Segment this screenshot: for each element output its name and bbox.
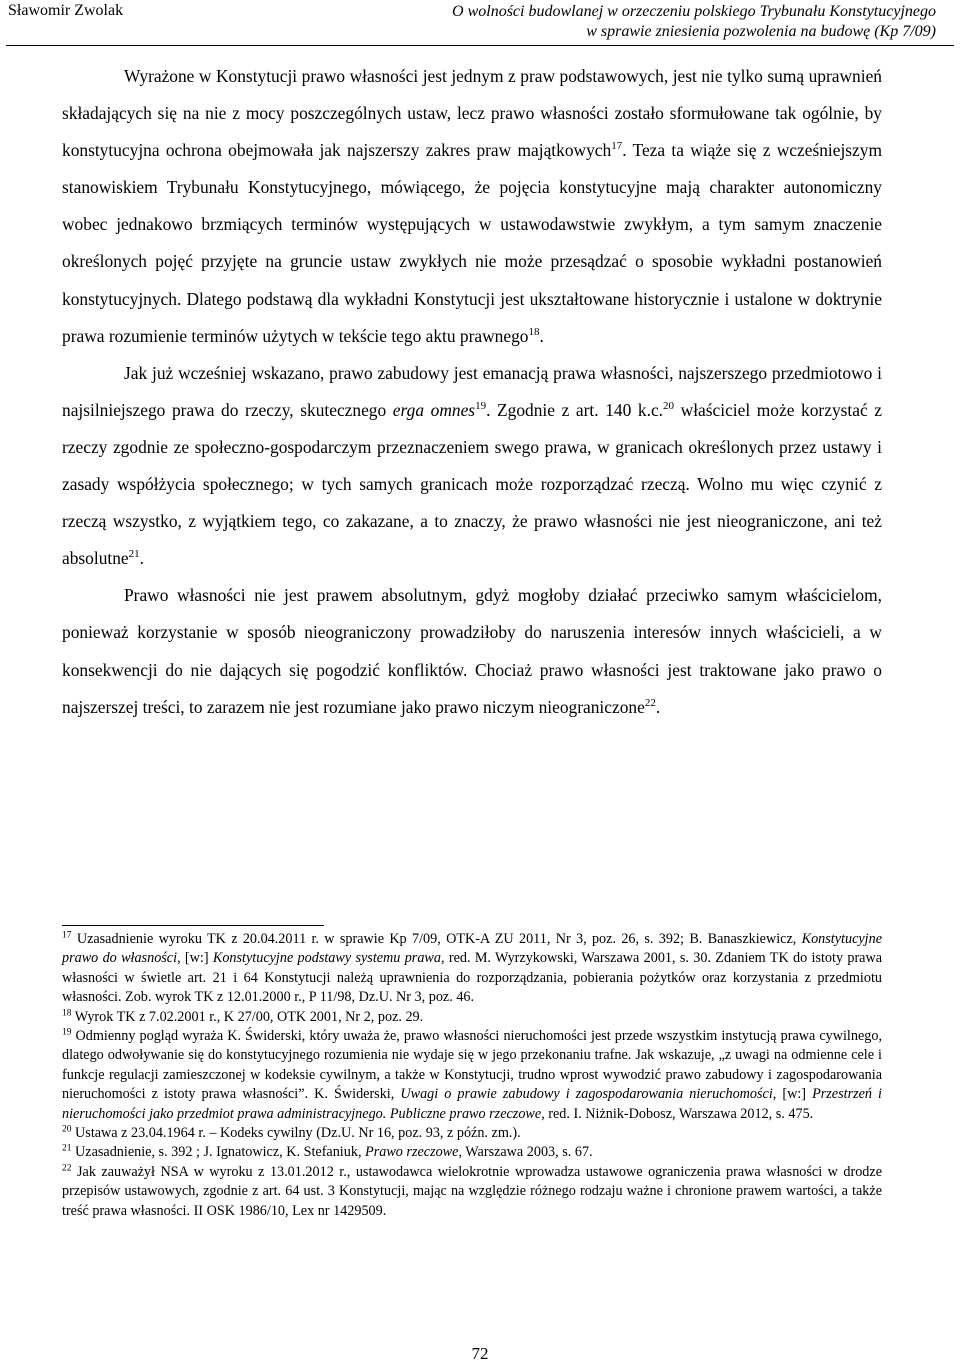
footnote-22 xyxy=(62,1163,882,1221)
footnote-21-text-b: , Warszawa 2003, s. 67. xyxy=(458,1144,593,1161)
header-title-line-1: O wolności budowlanej w orzeczeniu polskiego Trybunału Konstytucyjnego xyxy=(452,3,936,20)
footnote-17-text-c: , red. M. Wyrzykowski, Warszawa 2001, s. 30. Zdaniem TK do istoty prawa własności w świetle art. 21 i 64 Konstytucji należą uprawnienia do rozporządzania, pobierania pożytków oraz korzystania z przedmiotu własności. Zob. wyrok TK z 12.01.2000 r., P 11/98, Dz.U. Nr 3, poz. 46. xyxy=(62,950,883,1006)
paragraph-3-text-b: . xyxy=(655,696,661,717)
paragraph-2-text-b: . Zgodnie z art. 140 k.c. xyxy=(486,399,664,420)
footnote-ref-19[interactable]: 19 xyxy=(475,400,487,413)
footnote-21-italic: Prawo rzeczowe xyxy=(365,1144,459,1161)
paragraph-1 xyxy=(62,58,882,355)
footnote-19-text-b: , [w:] xyxy=(772,1086,813,1103)
paragraph-3 xyxy=(62,577,882,725)
footnote-ref-18[interactable]: 18 xyxy=(528,325,540,338)
footnote-17-text-b: , [w:] xyxy=(177,950,213,967)
footnote-17-text-a: Uzasadnienie wyroku TK z 20.04.2011 r. w sprawie Kp 7/09, OTK-A ZU 2011, Nr 3, poz. 26, s. 392; B. Banaszkiewicz, xyxy=(71,931,802,947)
footnote-18 xyxy=(62,1008,882,1027)
footnote-22-text: Jak zauważył NSA w wyroku z 13.01.2012 r., ustawodawca wielokrotnie wprowadza ustawowe ograniczenia prawa własności w drodze przepisów ustawowych, zgodnie z art. 64 ust. 3 Konstytucji, mając na względzie różnego rodzaju ważne i chronione prawem wartości, a także treść prawa własności. II OSK 1986/10, Lex nr 1429509. xyxy=(62,1163,882,1219)
footnote-20-text: Ustawa z 23.04.1964 r. – Kodeks cywilny (Dz.U. Nr 16, poz. 93, z późn. zm.). xyxy=(71,1125,521,1142)
footnote-19-text-a: Odmienny pogląd wyraża K. Świderski, który uważa że, prawo własności nieruchomości jest przede wszystkim instytucją prawa cywilnego, dlatego odwoływanie się do konstytucyjnego rozumienia nie wydaje się w jego przekonaniu trafne. Jak wskazuje, „z uwagi na odmienne cele i funkcje regulacji zamieszczonej w kodeksie cywilnym, a także w Konstytucji, trudno wprost wywodzić prawo zabudowy i zagospodarowania nieruchomości z istoty prawa własności”. K. Świderski, xyxy=(62,1028,882,1103)
footnote-19-italic-1: Uwagi o prawie zabudowy i zagospodarowania nieruchomości xyxy=(400,1086,773,1103)
paragraph-2-text-c: właściciel może korzystać z rzeczy zgodnie ze społeczno-gospodarczym przeznaczeniem swego prawa, w granicach określonych przez ustawy i zasady współżycia społecznego; w tych samych granicach może rozporządzać rzeczą. Wolno mu więc czynić z rzeczą wszystko, z wyjątkiem tego, co zakazane, a to znaczy, że prawo własności nie jest nieograniczone, ani też absolutne xyxy=(62,399,882,569)
footnote-number: 21 xyxy=(62,1143,72,1154)
header-author: Sławomir Zwolak xyxy=(8,2,124,19)
page-number: 72 xyxy=(471,1344,489,1363)
paragraph-2-italic: erga omnes xyxy=(392,399,476,420)
footnote-number: 22 xyxy=(62,1163,72,1174)
footnote-number: 17 xyxy=(62,930,72,941)
paragraph-2-text-d: . xyxy=(139,548,145,569)
footnote-rule xyxy=(62,925,324,926)
footnote-19-italic-2: Przestrzeń i nieruchomości jako przedmiot prawa administracyjnego. Publiczne prawo rzeczowe xyxy=(62,1086,883,1122)
header-title-line-2: w sprawie zniesienia pozwolenia na budowę (Kp 7/09) xyxy=(586,23,936,40)
footnote-19-text-c: , red. I. Niżnik-Dobosz, Warszawa 2012, s. 475. xyxy=(541,1105,814,1122)
footnote-ref-21[interactable]: 21 xyxy=(128,548,140,561)
footnote-21 xyxy=(62,1143,882,1162)
footnote-number: 20 xyxy=(62,1124,72,1135)
paragraph-2-text-a: Jak już wcześniej wskazano, prawo zabudowy jest emanacją prawa własności, najszerszego przedmiotowo i najsilniejszego prawa do rzeczy, skutecznego xyxy=(62,362,882,420)
footnotes xyxy=(62,930,882,1221)
header-rule xyxy=(6,45,954,46)
body-text xyxy=(62,58,882,726)
footnote-17-italic-2: Konstytucyjne podstawy systemu prawa xyxy=(212,950,441,967)
footnote-18-text: Wyrok TK z 7.02.2001 r., K 27/00, OTK 2001, Nr 2, poz. 29. xyxy=(71,1008,424,1025)
paragraph-1-text-c: . xyxy=(539,325,544,346)
footnote-ref-20[interactable]: 20 xyxy=(663,400,675,413)
paragraph-1-text-b: . Teza ta wiąże się z wcześniejszym stanowiskiem Trybunału Konstytucyjnego, mówiącego, że pojęcia konstytucyjne mają charakter autonomiczny wobec jednakowo brzmiących terminów występujących w ustawodawstwie zwykłym, a tym samym znaczenie określonych pojęć przyjęte na gruncie ustaw zwykłych nie może przesądzać o sposobie wykładni postanowień konstytucyjnych. Dlatego podstawą dla wykładni Konstytucji jest ukształtowane historycznie i ustalone w doktrynie prawa rozumienie terminów użytych w tekście tego aktu prawnego xyxy=(62,140,882,346)
footnote-21-text-a: Uzasadnienie, s. 392 ; J. Ignatowicz, K. Stefaniuk, xyxy=(71,1144,366,1161)
paragraph-1-text-a: Wyrażone w Konstytucji prawo własności jest jednym z praw podstawowych, jest nie tylko sumą uprawnień składających się na nie z mocy poszczególnych ustaw, lecz prawo własności zostało sformułowane tak ogólnie, by konstytucyjna ochrona obejmowała jak najszerszy zakres praw majątkowych xyxy=(62,66,882,161)
footnote-ref-17[interactable]: 17 xyxy=(611,140,623,153)
header-title xyxy=(356,2,936,42)
footnote-number: 19 xyxy=(62,1027,72,1038)
footnote-number: 18 xyxy=(62,1007,72,1018)
footnote-17 xyxy=(62,930,882,1008)
footnote-17-italic-1: Konstytucyjne prawo do własności xyxy=(62,931,882,967)
paragraph-2 xyxy=(62,355,882,578)
paragraph-3-text-a: Prawo własności nie jest prawem absolutnym, gdyż mogłoby działać przeciwko samym właścicielom, ponieważ korzystanie w sposób nieograniczony prowadziłoby do naruszenia interesów innych właścicieli, a w konsekwencji do nie dających się pogodzić konfliktów. Chociaż prawo własności jest traktowane jako prawo o najszerszej treści, to zarazem nie jest rozumiane jako prawo niczym nieograniczone xyxy=(62,585,882,717)
footnote-ref-22[interactable]: 22 xyxy=(644,696,656,709)
footnote-19 xyxy=(62,1027,882,1124)
footnote-20 xyxy=(62,1124,882,1143)
